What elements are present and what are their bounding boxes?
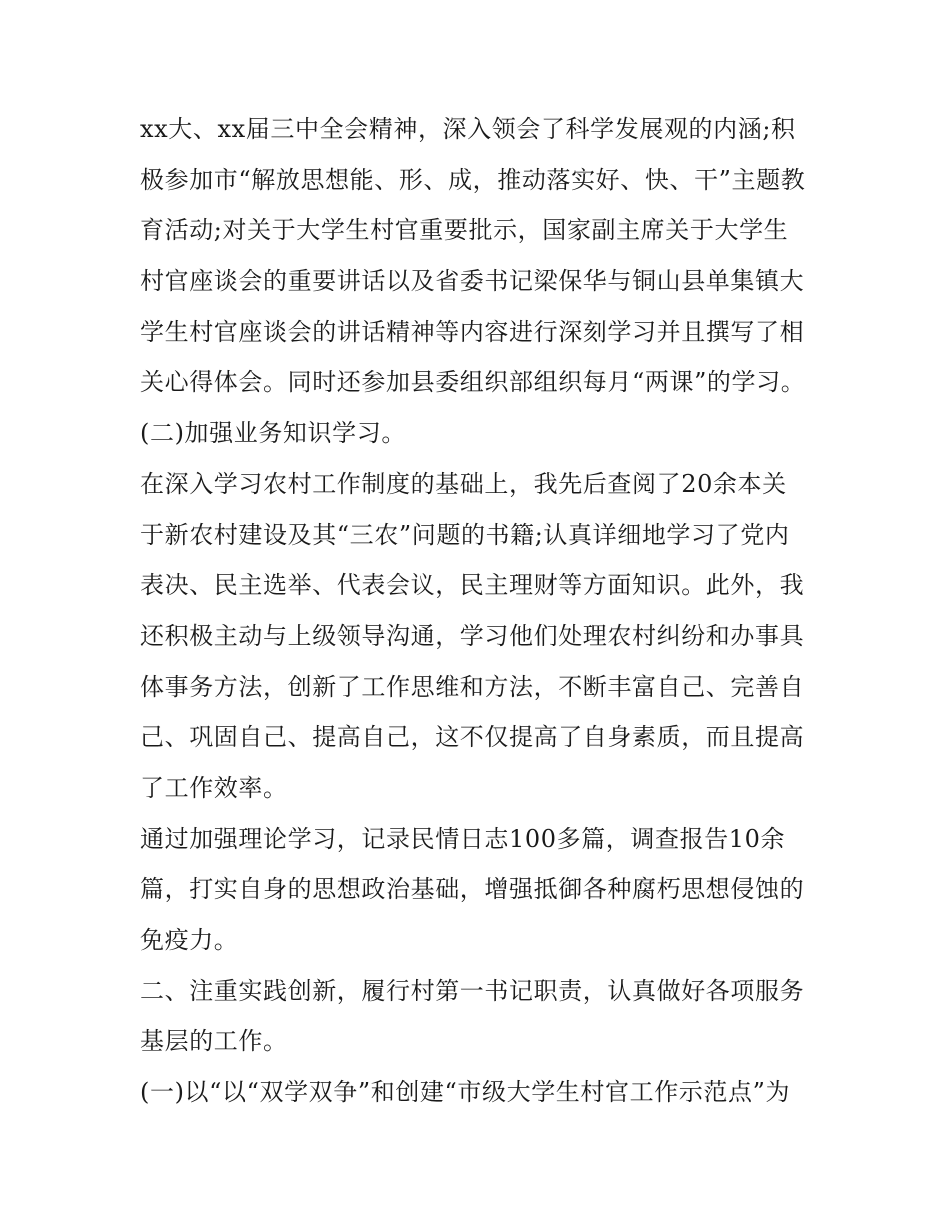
- text-line: xx大、xx届三中全会精神，深入领会了科学发展观的内涵;积: [140, 115, 796, 143]
- text-line: 了工作效率。: [140, 773, 288, 802]
- text-line: 还积极主动与上级领导沟通，学习他们处理农村纠纷和办事具: [140, 621, 805, 650]
- text-line: 在深入学习农村工作制度的基础上，我先后查阅了20余本关: [140, 469, 787, 498]
- text-line: 学生村官座谈会的讲话精神等内容进行深刻学习并且撰写了相: [140, 317, 805, 346]
- text-line: (一)以“以“双学双争”和创建“市级大学生村官工作示范点”为: [140, 1078, 791, 1107]
- text-line: 极参加市“解放思想能、形、成，推动落实好、快、干”主题教: [140, 165, 806, 194]
- text-line: 于新农村建设及其“三农”问题的书籍;认真详细地学习了党内: [140, 520, 790, 549]
- text-line: 表决、民主选举、代表会议，民主理财等方面知识。此外，我: [140, 571, 805, 600]
- text-line: 通过加强理论学习，记录民情日志100多篇，调查报告10余: [140, 824, 786, 853]
- text-line: 免疫力。: [140, 926, 239, 954]
- text-line: 育活动;对关于大学生村官重要批示，国家副主席关于大学生: [140, 216, 789, 245]
- document-body: [140, 104, 820, 1118]
- text-line: 体事务方法，创新了工作思维和方法，不断丰富自己、完善自: [140, 672, 805, 701]
- section-heading: (二)加强业务知识学习。: [140, 419, 406, 448]
- text-line: 村官座谈会的重要讲话以及省委书记梁保华与铜山县单集镇大: [140, 267, 805, 296]
- text-line: 关心得体会。同时还参加县委组织部组织每月“两课”的学习。: [140, 368, 806, 397]
- text-line: 己、巩固自己、提高自己，这不仅提高了自身素质，而且提高: [140, 723, 805, 752]
- section-heading: 基层的工作。: [140, 1027, 288, 1056]
- text-line: 篇，打实自身的思想政治基础，增强抵御各种腐朽思想侵蚀的: [140, 875, 805, 904]
- section-heading: 二、注重实践创新，履行村第一书记职责，认真做好各项服务: [140, 976, 805, 1005]
